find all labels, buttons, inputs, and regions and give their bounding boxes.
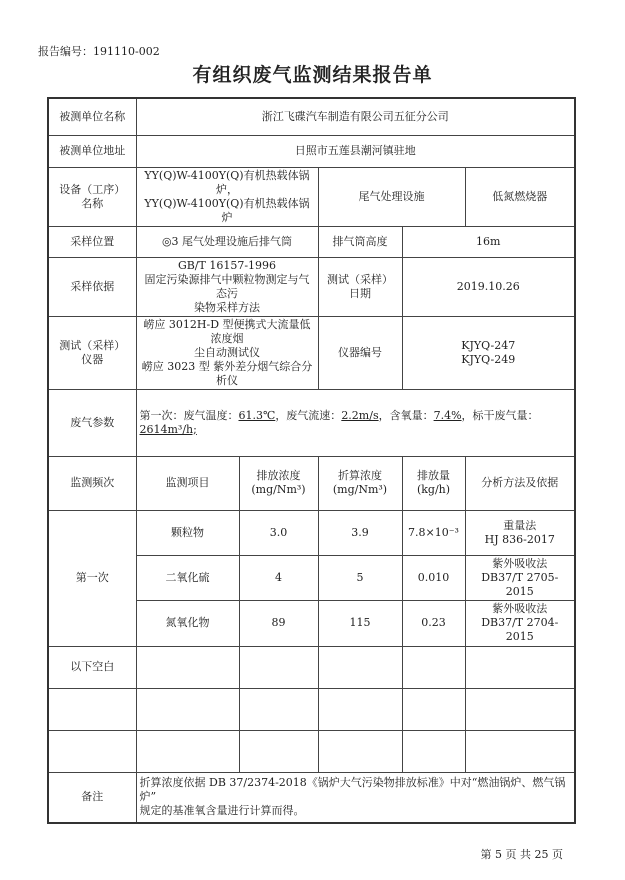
report-number: 报告编号：191110-002	[38, 45, 160, 58]
equipment-label: 设备（工序） 名称	[48, 167, 136, 226]
unit-name-label: 被测单位名称	[48, 98, 136, 135]
item-cell: 颗粒物	[136, 510, 239, 555]
report-title: 有组织废气监测结果报告单	[192, 64, 433, 86]
sampling-position-label: 采样位置	[48, 226, 136, 257]
sampling-basis-value: GB/T 16157-1996 固定污染源排气中颗粒物测定与气态污 染物采样方法	[136, 257, 318, 316]
monitoring-table	[47, 97, 576, 824]
item-cell: 氮氧化物	[136, 600, 239, 646]
table-row	[48, 510, 575, 555]
note-value: 折算浓度依据 DB 37/2374-2018《锅炉大气污染物排放标准》中对“燃油锅炉、燃气锅炉” 规定的基准氧含量进行计算而得。	[136, 772, 575, 823]
dry-gas-flow: 2614m³/h;	[139, 422, 197, 436]
concentration-cell: 89	[239, 600, 318, 646]
first-round-label: 第一次	[48, 510, 136, 646]
instrument-value: 崂应 3012H-D 型便携式大流量低浓度烟 尘自动测试仪 崂应 3023 型 紫外差分烟气综合分析仪	[136, 316, 318, 389]
param-sep-2: ，含氧量：	[378, 408, 434, 422]
header-item: 监测项目	[136, 456, 239, 510]
blank-below-label: 以下空白	[48, 646, 136, 688]
gas-temperature: 61.3℃	[238, 408, 276, 422]
table-row	[48, 688, 575, 730]
header-frequency: 监测频次	[48, 456, 136, 510]
rate-cell: 0.010	[402, 555, 465, 600]
item-cell: 二氧化硫	[136, 555, 239, 600]
header-concentration: 排放浓度 (mg/Nm³)	[239, 456, 318, 510]
converted-cell: 115	[318, 600, 402, 646]
tail-gas-facility-value: 低氮燃烧器	[465, 167, 575, 226]
concentration-cell: 3.0	[239, 510, 318, 555]
oxygen-content: 7.4%	[433, 408, 462, 422]
concentration-cell: 4	[239, 555, 318, 600]
gas-parameters-label: 废气参数	[48, 389, 136, 456]
param-sep-1: ，废气流速：	[275, 408, 342, 422]
gas-parameters-value	[136, 389, 575, 456]
header-converted-concentration: 折算浓度 (mg/Nm³)	[318, 456, 402, 510]
instrument-number-value: KJYQ-247 KJYQ-249	[402, 316, 575, 389]
unit-address-value: 日照市五莲县潮河镇驻地	[136, 135, 575, 167]
sampling-position-value: ◎3 尾气处理设施后排气筒	[136, 226, 318, 257]
page-number: 第 5 页 共 25 页	[480, 848, 563, 861]
sampling-basis-label: 采样依据	[48, 257, 136, 316]
gas-velocity: 2.2m/s	[341, 408, 379, 422]
rate-cell: 7.8×10⁻³	[402, 510, 465, 555]
param-prefix: 第一次：废气温度：	[139, 408, 239, 422]
instrument-number-label: 仪器编号	[318, 316, 402, 389]
stack-height-label: 排气筒高度	[318, 226, 402, 257]
header-method: 分析方法及依据	[465, 456, 575, 510]
converted-cell: 3.9	[318, 510, 402, 555]
tail-gas-facility-label: 尾气处理设施	[318, 167, 465, 226]
converted-cell: 5	[318, 555, 402, 600]
unit-name-value: 浙江飞碟汽车制造有限公司五征分公司	[136, 98, 575, 135]
unit-address-label: 被测单位地址	[48, 135, 136, 167]
stack-height-value: 16m	[402, 226, 575, 257]
equipment-value: YY(Q)W-4100Y(Q)有机热载体锅炉， YY(Q)W-4100Y(Q)有机热载体锅炉	[136, 167, 318, 226]
header-emission-rate: 排放量 (kg/h)	[402, 456, 465, 510]
param-sep-3: ，标干废气量：	[461, 408, 539, 422]
rate-cell: 0.23	[402, 600, 465, 646]
instrument-label: 测试（采样） 仪器	[48, 316, 136, 389]
method-cell: 重量法 HJ 836-2017	[465, 510, 575, 555]
table-row	[48, 730, 575, 772]
note-label: 备注	[48, 772, 136, 823]
method-cell: 紫外吸收法 DB37/T 2705-2015	[465, 555, 575, 600]
method-cell: 紫外吸收法 DB37/T 2704-2015	[465, 600, 575, 646]
table-row	[48, 646, 575, 688]
sampling-date-label: 测试（采样） 日期	[318, 257, 402, 316]
sampling-date-value: 2019.10.26	[402, 257, 575, 316]
